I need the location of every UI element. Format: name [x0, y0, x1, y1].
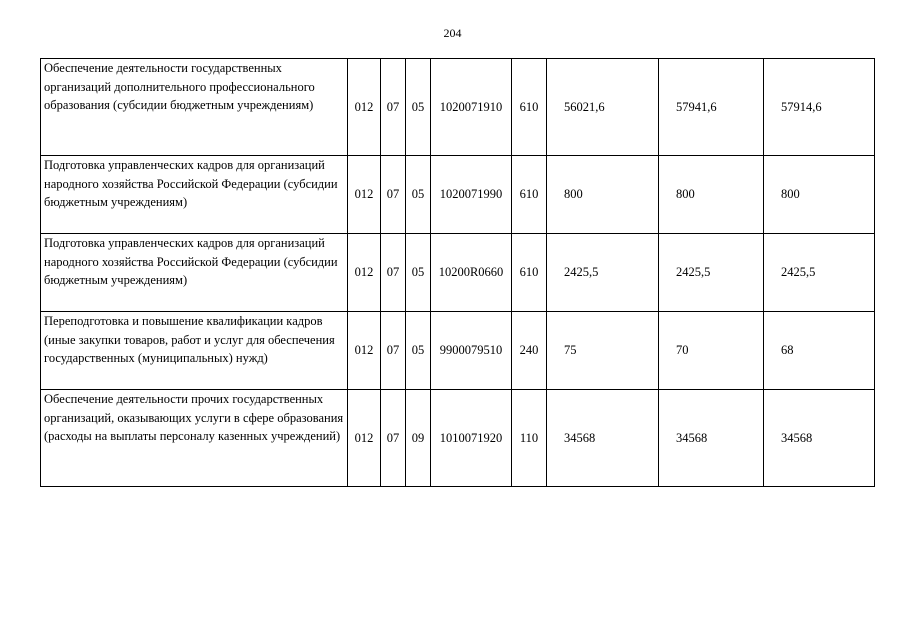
page-number: 204: [443, 26, 462, 40]
budget-table: [40, 58, 875, 487]
amount-2-cell: 800: [659, 156, 764, 234]
table-row: [41, 156, 875, 234]
subsection-code-cell: 09: [406, 390, 431, 487]
amount-3-cell: 34568: [764, 390, 875, 487]
amount-1-cell: 75: [547, 312, 659, 390]
amount-3-cell: 2425,5: [764, 234, 875, 312]
expense-type-cell: 610: [512, 156, 547, 234]
amount-3-cell: 68: [764, 312, 875, 390]
expense-type-cell: 610: [512, 234, 547, 312]
section-code-cell: 07: [381, 156, 406, 234]
target-article-cell: 1020071910: [431, 59, 512, 156]
amount-2-cell: 57941,6: [659, 59, 764, 156]
expense-type-cell: 240: [512, 312, 547, 390]
section-code-cell: 07: [381, 312, 406, 390]
target-article-cell: 10200R0660: [431, 234, 512, 312]
section-code-cell: 07: [381, 234, 406, 312]
target-article-cell: 9900079510: [431, 312, 512, 390]
expense-name-cell: Обеспечение деятельности прочих государственных организаций, оказывающих услуги в сфере образования (расходы на выплаты персоналу казенных учреждений): [41, 390, 348, 487]
section-code-cell: 07: [381, 59, 406, 156]
expense-name-cell: Обеспечение деятельности государственных организаций дополнительного профессионального образования (субсидии бюджетным учреждениям): [41, 59, 348, 156]
amount-1-cell: 800: [547, 156, 659, 234]
subsection-code-cell: 05: [406, 234, 431, 312]
amount-3-cell: 57914,6: [764, 59, 875, 156]
amount-2-cell: 70: [659, 312, 764, 390]
section-code-cell: 07: [381, 390, 406, 487]
table-row: [41, 59, 875, 156]
amount-2-cell: 2425,5: [659, 234, 764, 312]
subsection-code-cell: 05: [406, 59, 431, 156]
expense-type-cell: 110: [512, 390, 547, 487]
expense-type-cell: 610: [512, 59, 547, 156]
ministry-code-cell: 012: [348, 156, 381, 234]
target-article-cell: 1020071990: [431, 156, 512, 234]
expense-name-cell: Переподготовка и повышение квалификации кадров (иные закупки товаров, работ и услуг для обеспечения государственных (муниципальных) нужд): [41, 312, 348, 390]
expense-name-cell: Подготовка управленческих кадров для организаций народного хозяйства Российской Федерации (субсидии бюджетным учреждениям): [41, 234, 348, 312]
expense-name-cell: Подготовка управленческих кадров для организаций народного хозяйства Российской Федерации (субсидии бюджетным учреждениям): [41, 156, 348, 234]
table-row: [41, 390, 875, 487]
amount-1-cell: 2425,5: [547, 234, 659, 312]
amount-2-cell: 34568: [659, 390, 764, 487]
ministry-code-cell: 012: [348, 312, 381, 390]
amount-1-cell: 34568: [547, 390, 659, 487]
table-row: [41, 312, 875, 390]
target-article-cell: 1010071920: [431, 390, 512, 487]
ministry-code-cell: 012: [348, 234, 381, 312]
table-row: [41, 234, 875, 312]
amount-3-cell: 800: [764, 156, 875, 234]
ministry-code-cell: 012: [348, 390, 381, 487]
subsection-code-cell: 05: [406, 312, 431, 390]
amount-1-cell: 56021,6: [547, 59, 659, 156]
subsection-code-cell: 05: [406, 156, 431, 234]
ministry-code-cell: 012: [348, 59, 381, 156]
